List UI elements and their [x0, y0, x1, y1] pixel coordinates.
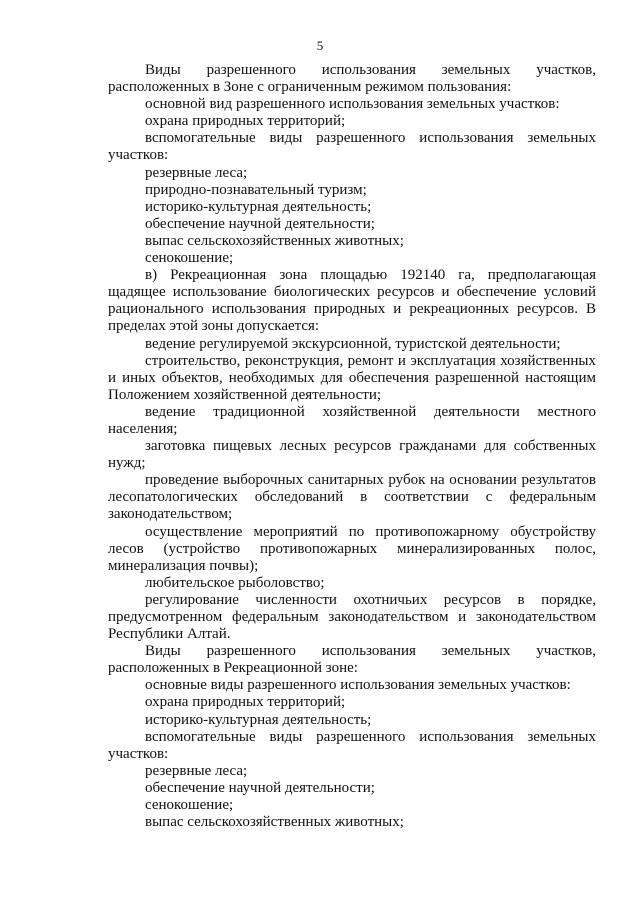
paragraph-recreation-land-use-heading: Виды разрешенного использования земельных участков, расположенных в Рекреационной зоне:	[108, 643, 596, 677]
paragraph-main-use-types: основные виды разрешенного использования земельных участков:	[145, 677, 571, 694]
paragraph-list-item: сенокошение;	[145, 797, 234, 814]
paragraph-list-item: историко-культурная деятельность;	[145, 198, 372, 215]
paragraph-list-item: ведение регулируемой экскурсионной, туристской деятельности;	[145, 335, 561, 352]
paragraph-recreation-zone: в) Рекреационная зона площадью 192140 га, предполагающая щадящее использование биологических ресурсов и обеспечение условий рационального использования природных и рекреационных ресурсов. В пределах этой зоны допускается:	[108, 267, 596, 335]
paragraph-zone-land-use-heading: Виды разрешенного использования земельных участков, расположенных в Зоне с ограниченным режимом пользования:	[108, 62, 596, 96]
paragraph-list-item: осуществление мероприятий по противопожарному обустройству лесов (устройство противопожарных минерализированных полос, минерализация почвы);	[108, 523, 596, 574]
document-body	[108, 62, 596, 831]
paragraph-list-item: строительство, реконструкция, ремонт и эксплуатация хозяйственных и иных объектов, необходимых для обеспечения разрешенной настоящим Положением хозяйственной деятельности;	[108, 352, 596, 403]
paragraph-list-item: историко-культурная деятельность;	[145, 711, 372, 728]
paragraph-list-item: выпас сельскохозяйственных животных;	[145, 232, 404, 249]
page-number: 5	[316, 38, 324, 53]
paragraph-list-item: резервные леса;	[145, 762, 248, 779]
paragraph-list-item: природно-познавательный туризм;	[145, 181, 367, 198]
paragraph-auxiliary-use-types: вспомогательные виды разрешенного использования земельных участков:	[108, 728, 596, 762]
paragraph-list-item: охрана природных территорий;	[145, 113, 346, 130]
paragraph-list-item: обеспечение научной деятельности;	[145, 215, 375, 232]
paragraph-list-item: сенокошение;	[145, 250, 234, 267]
paragraph-list-item: любительское рыболовство;	[145, 574, 325, 591]
paragraph-list-item: регулирование численности охотничьих ресурсов в порядке, предусмотренном федеральным законодательством и законодательством Республики Алтай.	[108, 591, 596, 643]
paragraph-list-item: заготовка пищевых лесных ресурсов гражданами для собственных нужд;	[108, 438, 596, 472]
paragraph-list-item: охрана природных территорий;	[145, 694, 346, 711]
paragraph-list-item: ведение традиционной хозяйственной деятельности местного населения;	[108, 403, 596, 437]
paragraph-list-item: выпас сельскохозяйственных животных;	[145, 814, 404, 831]
paragraph-list-item: обеспечение научной деятельности;	[145, 779, 375, 796]
paragraph-list-item: проведение выборочных санитарных рубок на основании результатов лесопатологических обследований в соответствии с федеральным законодательством;	[108, 472, 596, 523]
paragraph-list-item: резервные леса;	[145, 164, 248, 181]
paragraph-main-use-type: основной вид разрешенного использования земельных участков:	[145, 96, 560, 113]
paragraph-auxiliary-use-types: вспомогательные виды разрешенного использования земельных участков:	[108, 130, 596, 164]
